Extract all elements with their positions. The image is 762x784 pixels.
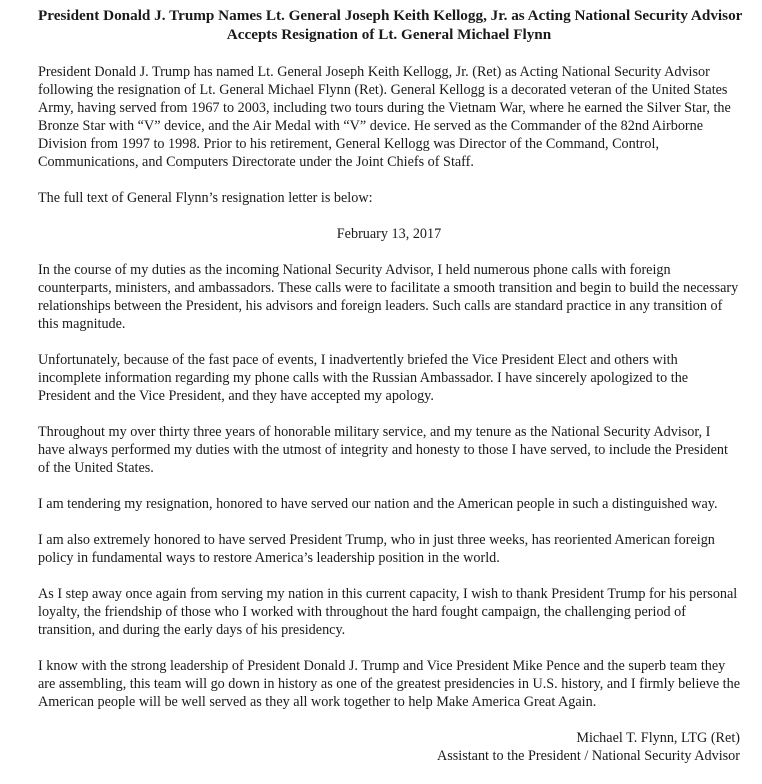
letter-paragraph: I am tendering my resignation, honored to have served our nation and the American people in such a distinguished way. [38, 496, 718, 512]
letter-paragraph: Unfortunately, because of the fast pace of events, I inadvertently briefed the Vice President Elect and others with incomplete information regarding my phone calls with the Russian Ambassador. I have sincerely apologized to the President and the Vice President, and they have accepted my apology. [38, 352, 689, 404]
letter-paragraph: As I step away once again from serving my nation in this current capacity, I wish to thank President Trump for his personal loyalty, the friendship of those who I worked with throughout the hard fought campaign, the challenging period of transition, and during the early days of his presidency. [38, 586, 738, 638]
signature-position: Assistant to the President / National Security Advisor [436, 748, 740, 764]
intro-paragraph: President Donald J. Trump has named Lt. General Joseph Keith Kellogg, Jr. (Ret) as Acting National Security Advisor following the resignation of Lt. General Michael Flynn (Ret). General Kellogg is a decorated veteran of the United States Army, having served from 1967 to 2003, including two tours during the Vietnam War, where he earned the Silver Star, the Bronze Star with “V” device, and the Air Medal with “V” device. He served as the Commander of the 82nd Airborne Division from 1997 to 1998. Prior to his retirement, General Kellogg was Director of the Command, Control, Communications, and Computers Directorate under the Joint Chiefs of Staff. [38, 64, 731, 170]
signature-name: Michael T. Flynn, LTG (Ret) [576, 730, 740, 746]
letter-date: February 13, 2017 [336, 226, 442, 242]
signature-block [38, 729, 740, 765]
letter-paragraph: In the course of my duties as the incoming National Security Advisor, I held numerous phone calls with foreign counterparts, ministers, and ambassadors. These calls were to facilitate a smooth transition and begin to build the necessary relationships between the President, his advisors and foreign leaders. Such calls are standard practice in any transition of this magnitude. [38, 262, 739, 332]
letter-paragraph: I am also extremely honored to have served President Trump, who in just three weeks, has reoriented American foreign policy in fundamental ways to restore America’s leadership position in the world. [38, 532, 715, 566]
document-title [38, 6, 743, 44]
title-line-2: Accepts Resignation of Lt. General Michael Flynn [226, 26, 552, 43]
letter-intro-paragraph: The full text of General Flynn’s resignation letter is below: [38, 190, 373, 206]
letter-paragraph: I know with the strong leadership of President Donald J. Trump and Vice President Mike Pence and the superb team they are assembling, this team will go down in history as one of the greatest presidencies in U.S. history, and I firmly believe the American people will be well served as they all work together to help Make America Great Again. [38, 658, 740, 710]
title-line-1: President Donald J. Trump Names Lt. General Joseph Keith Kellogg, Jr. as Acting National Security Advisor [38, 7, 743, 24]
letter-paragraph: Throughout my over thirty three years of honorable military service, and my tenure as the National Security Advisor, I have always performed my duties with the utmost of integrity and honesty to those I have served, to include the President of the United States. [38, 424, 728, 476]
